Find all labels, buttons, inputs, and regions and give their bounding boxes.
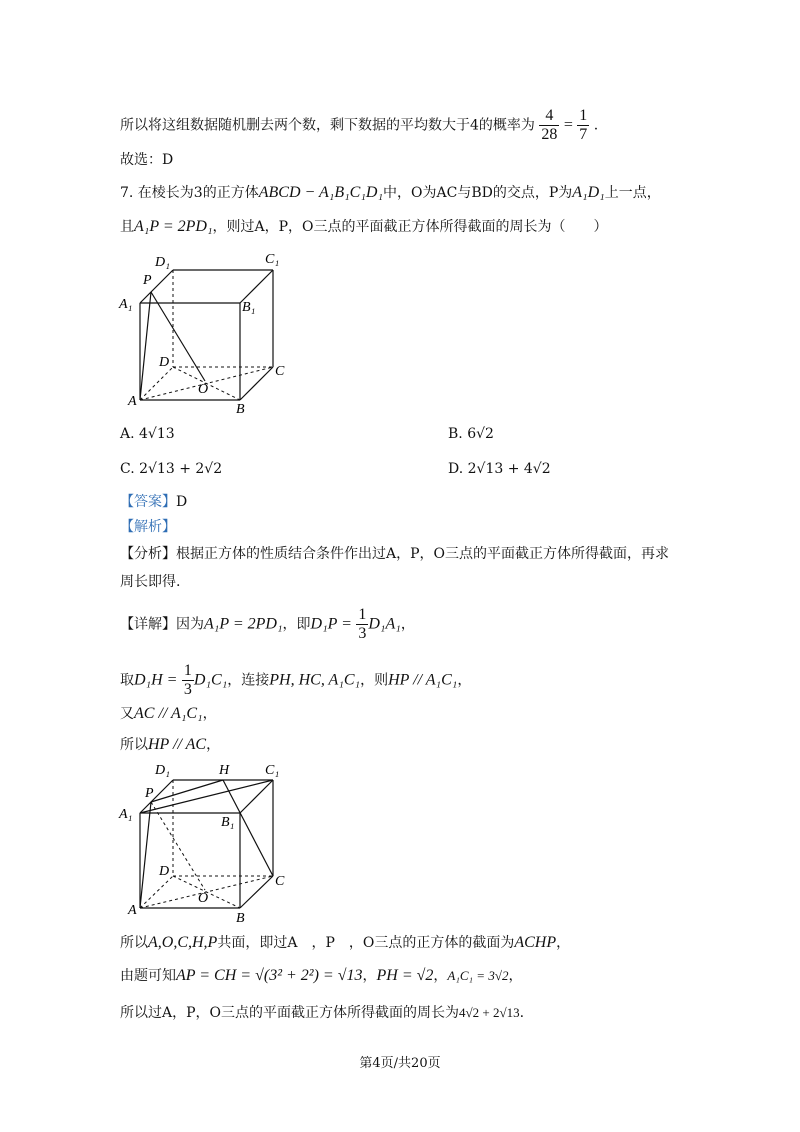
- label-A: A: [128, 903, 137, 918]
- label-B1: B₁: [221, 815, 235, 830]
- option-c: C. 2√13 + 2√2: [120, 461, 223, 477]
- label-B: B: [236, 402, 245, 417]
- label-A1: A₁: [119, 807, 133, 822]
- fraction-4-28: $\frac{4}{28}$: [541, 107, 558, 143]
- detail-line-6: 由题可知AP = CH = √(3² + 2²) = √13，PH = √2，A₁C₁ = 3√2，: [120, 967, 523, 984]
- detail-line-5: 所以A,O,C,H,P共面，即过A ，P ，O三点的正方体的截面为ACHP，: [120, 934, 571, 951]
- label-D: D: [159, 355, 170, 370]
- label-D1: D₁: [155, 763, 170, 778]
- label-O: O: [198, 382, 209, 397]
- option-b: B. 6√2: [448, 426, 494, 442]
- label-C1: C₁: [265, 252, 280, 267]
- label-C: C: [275, 364, 285, 379]
- option-a: A. 4√13: [120, 426, 175, 442]
- label-C: C: [275, 874, 285, 889]
- detail-line-7: 所以过A，P，O三点的平面截正方体所得截面的周长为4√2 + 2√13.: [120, 1005, 525, 1021]
- option-d: D. 2√13 + 4√2: [448, 461, 551, 477]
- question-7-line-2: 且A₁P = 2PD₁，则过A，P，O三点的平面截正方体所得截面的周长为（ ）: [120, 218, 608, 235]
- fraction-1-7: $\frac{1}{7}$: [579, 107, 588, 143]
- label-H: H: [219, 763, 230, 778]
- cube-figure-2: [115, 758, 295, 928]
- label-P: P: [145, 786, 154, 801]
- label-D: D: [159, 864, 170, 879]
- cube-figure-1: [115, 245, 295, 420]
- detail-line-2: 取D₁H = $\frac{1}{3}$ D₁C₁，连接PH, HC, A₁C₁，则HP // A₁C₁，: [120, 662, 472, 698]
- label-A: A: [128, 394, 137, 409]
- fraction-one-third-2: $\frac{1}{3}$: [183, 662, 192, 698]
- fraction-one-third-1: $\frac{1}{3}$: [358, 606, 367, 642]
- question-7-line-1: 7. 在棱长为3的正方体ABCD − A₁B₁C₁D₁中，O为AC与BD的交点，P为A₁D₁上一点，: [120, 184, 661, 201]
- page-footer: 第4页/共20页: [359, 1056, 441, 1071]
- label-B: B: [236, 911, 245, 926]
- label-P: P: [143, 273, 152, 288]
- label-B1: B₁: [242, 300, 256, 315]
- label-D1: D₁: [155, 255, 170, 270]
- fenxi-line-2: 周长即得.: [120, 574, 181, 590]
- fenxi-line-1: 【分析】根据正方体的性质结合条件作出过A，P，O三点的平面截正方体所得截面，再求: [120, 546, 670, 562]
- answer-line: 【答案】D: [120, 494, 188, 510]
- answer-tag: 【答案】: [120, 494, 176, 510]
- detail-line-4: 所以HP // AC，: [120, 736, 221, 753]
- probability-line: 所以将这组数据随机删去两个数，剩下数据的平均数大于4的概率为 $\frac{4}{28}$ = $\frac{1}{7}$ .: [120, 107, 599, 143]
- analysis-tag: 【解析】: [120, 519, 176, 535]
- choose-answer-line: 故选：D: [120, 152, 174, 168]
- label-C1: C₁: [265, 763, 280, 778]
- detail-line-3: 又AC // A₁C₁，: [120, 705, 217, 722]
- label-A1: A₁: [119, 297, 133, 312]
- label-O: O: [198, 891, 209, 906]
- detail-line-1: 【详解】因为A₁P = 2PD₁，即D₁P = $\frac{1}{3}$ D₁A₁，: [120, 606, 415, 642]
